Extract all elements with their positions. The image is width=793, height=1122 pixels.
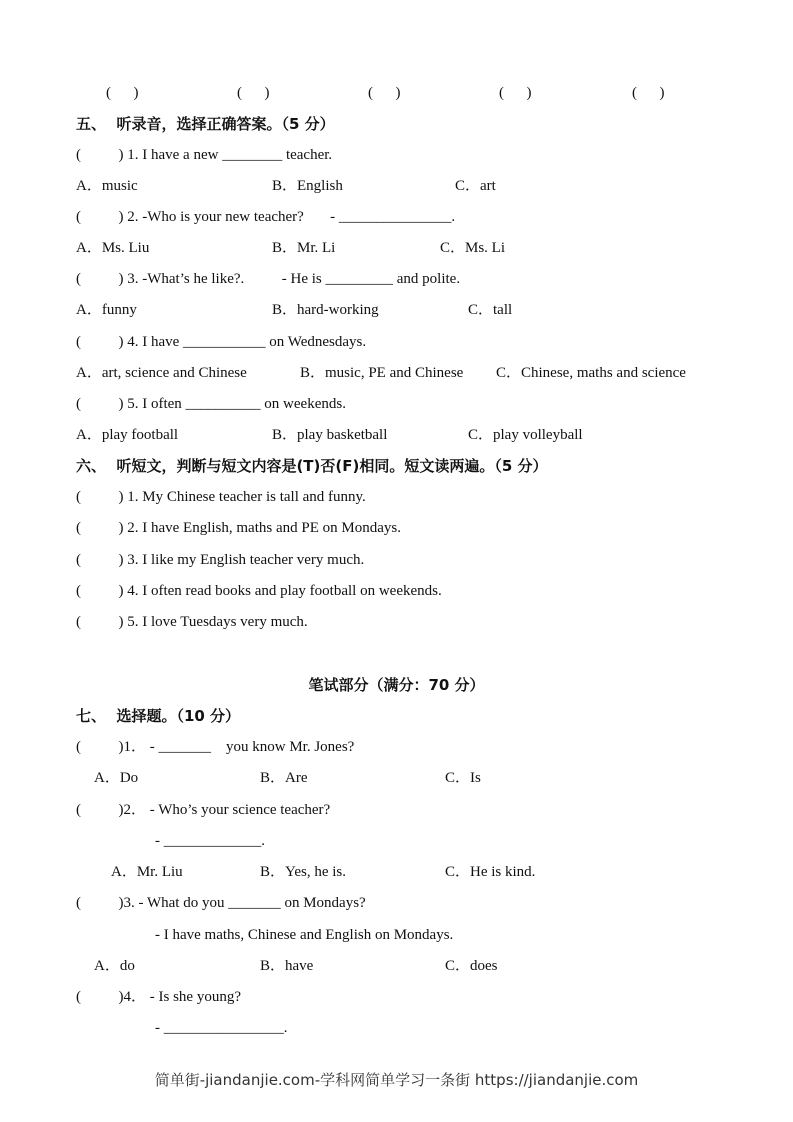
s5-q1-option-b: B．English xyxy=(272,178,343,194)
s7-q1-option-c: C．Is xyxy=(445,770,481,786)
s5-q5-option-b: B．play basketball xyxy=(272,427,388,443)
s6-statement-3: ( ) 3. I like my English teacher very much. xyxy=(76,552,365,568)
section6-title: 六、 听短文，判断与短文内容是(T)否(F)相同。短文读两遍。（5 分） xyxy=(76,457,548,475)
s5-question-2: ( ) 2. -Who is your new teacher? - _______________. xyxy=(76,209,456,225)
s5-q5-option-a: A．play football xyxy=(76,427,179,443)
answer-paren-1: ( ) xyxy=(106,85,139,101)
s5-q4-option-a: A．art, science and Chinese xyxy=(76,365,247,381)
written-part-title: 笔试部分（满分：70 分） xyxy=(308,676,485,694)
s6-statement-4: ( ) 4. I often read books and play football on weekends. xyxy=(76,583,442,599)
s7-q3-option-b: B．have xyxy=(260,958,314,974)
s5-q5-option-c: C．play volleyball xyxy=(468,427,583,443)
footer-watermark-text: 简单街-jiandanjie.com-学科网简单学习一条街 https://jiandanjie.com xyxy=(154,1071,639,1089)
s7-q3-option-a: A．do xyxy=(94,958,135,974)
s5-q1-option-c: C．art xyxy=(455,178,496,194)
s7-q2-option-a: A．Mr. Liu xyxy=(111,864,183,880)
s5-q3-option-c: C．tall xyxy=(468,302,513,318)
s5-question-5: ( ) 5. I often __________ on weekends. xyxy=(76,396,346,412)
s7-question-1: ( )1． - _______ you know Mr. Jones? xyxy=(76,739,355,755)
s6-statement-1: ( ) 1. My Chinese teacher is tall and funny. xyxy=(76,489,366,505)
s5-q2-option-b: B．Mr. Li xyxy=(272,240,336,256)
s6-statement-2: ( ) 2. I have English, maths and PE on Mondays. xyxy=(76,520,401,536)
answer-paren-3: ( ) xyxy=(368,85,401,101)
section5-title: 五、 听录音，选择正确答案。（5 分） xyxy=(76,115,335,133)
s5-q4-option-b: B．music, PE and Chinese xyxy=(300,365,464,381)
section7-title: 七、 选择题。（10 分） xyxy=(76,707,241,725)
s7-question-2: ( )2． - Who’s your science teacher? xyxy=(76,802,331,818)
s7-q3-answer: - I have maths, Chinese and English on Mondays. xyxy=(155,927,454,943)
s7-q2-answer-blank: - _____________. xyxy=(155,833,265,849)
s7-q1-option-a: A．Do xyxy=(94,770,139,786)
s7-q3-option-c: C．does xyxy=(445,958,498,974)
s7-q4-answer-blank: - ________________. xyxy=(155,1020,288,1036)
s5-q1-option-a: A．music xyxy=(76,178,138,194)
s7-q2-option-c: C．He is kind. xyxy=(445,864,536,880)
s5-q3-option-a: A．funny xyxy=(76,302,137,318)
s5-question-3: ( ) 3. -What’s he like?. - He is _________ and polite. xyxy=(76,271,461,287)
s6-statement-5: ( ) 5. I love Tuesdays very much. xyxy=(76,614,308,630)
s5-q4-option-c: C．Chinese, maths and science xyxy=(496,365,686,381)
s7-q1-option-b: B．Are xyxy=(260,770,308,786)
answer-paren-4: ( ) xyxy=(499,85,532,101)
s7-question-3: ( )3. - What do you _______ on Mondays? xyxy=(76,895,366,911)
s7-q2-option-b: B．Yes, he is. xyxy=(260,864,346,880)
answer-paren-2: ( ) xyxy=(237,85,270,101)
s5-q2-option-c: C．Ms. Li xyxy=(440,240,506,256)
s5-question-1: ( ) 1. I have a new ________ teacher. xyxy=(76,147,333,163)
answer-paren-5: ( ) xyxy=(632,85,665,101)
s5-q3-option-b: B．hard-working xyxy=(272,302,379,318)
s7-question-4: ( )4． - Is she young? xyxy=(76,989,241,1005)
s5-question-4: ( ) 4. I have ___________ on Wednesdays. xyxy=(76,334,367,350)
s5-q2-option-a: A．Ms. Liu xyxy=(76,240,150,256)
